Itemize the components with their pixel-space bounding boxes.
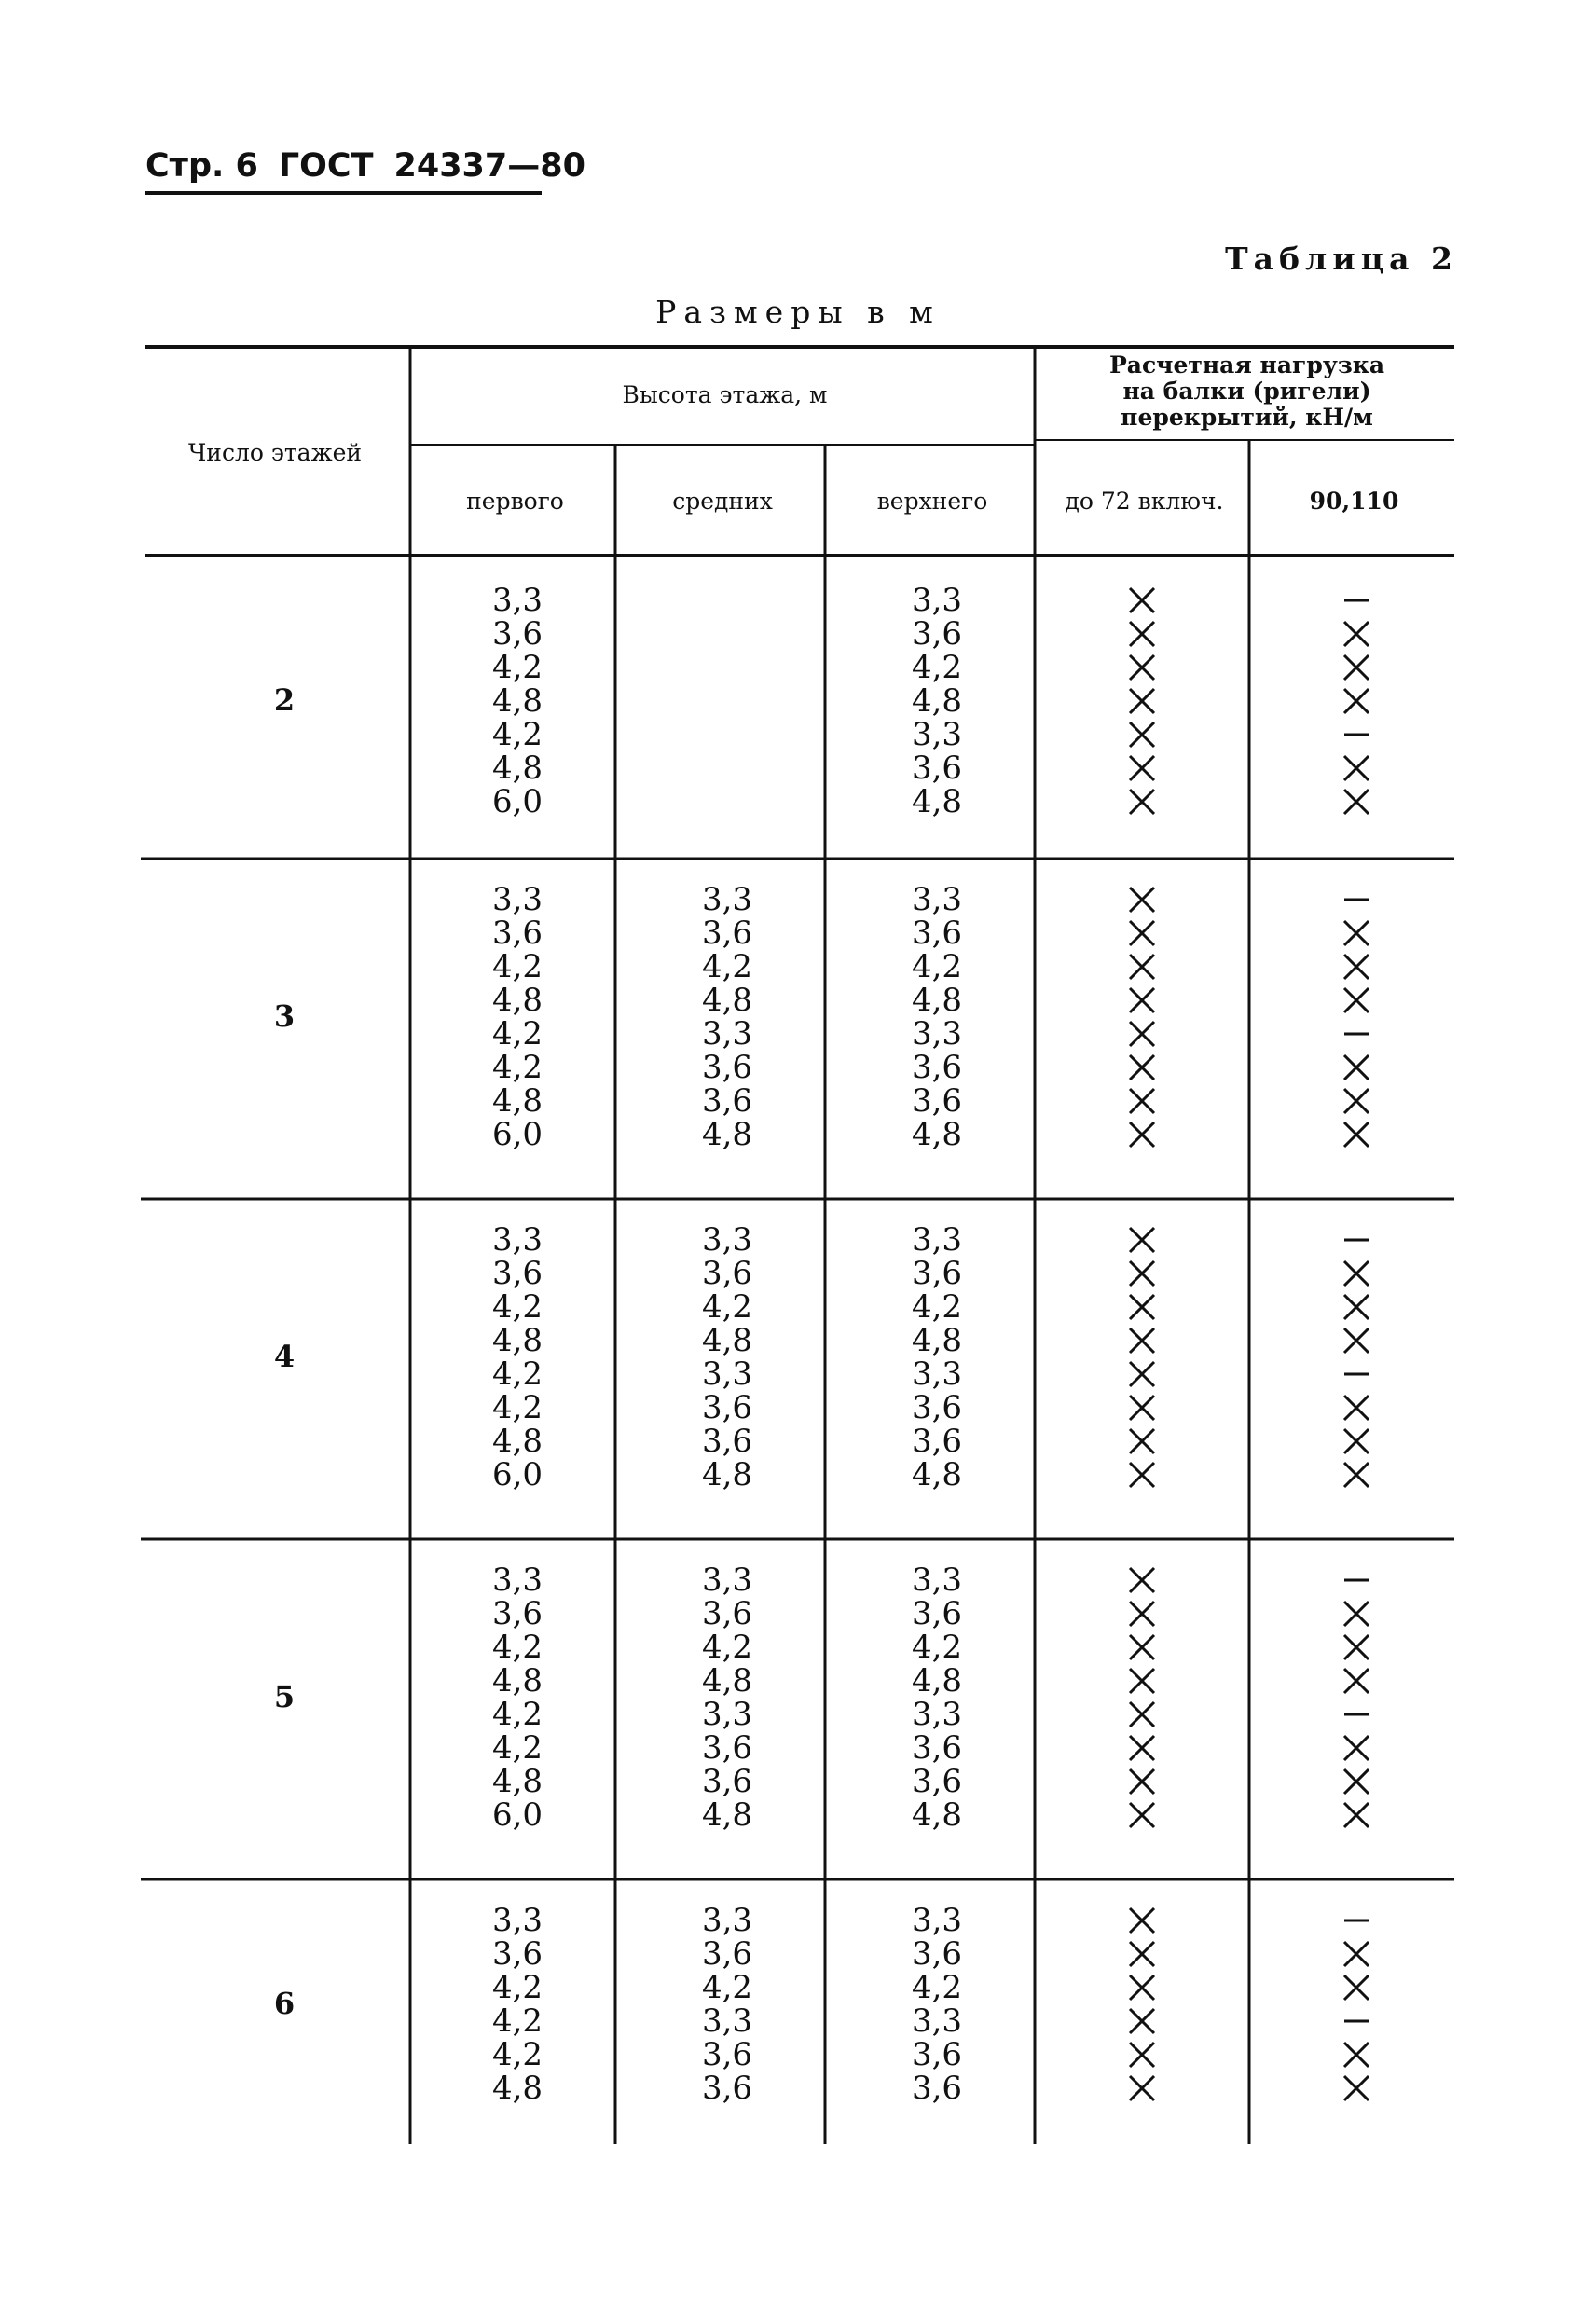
cell-value: 4,8 xyxy=(911,1322,963,1359)
cross-mark-icon xyxy=(1341,1119,1372,1150)
mark-cell xyxy=(1328,1563,1384,1597)
cross-mark-icon xyxy=(1341,1291,1372,1323)
mark-cell xyxy=(1114,1731,1170,1765)
cell-value: 4,8 xyxy=(701,1796,753,1834)
mark-cell xyxy=(1114,1391,1170,1424)
cell-value: 4,2 xyxy=(491,1696,543,1733)
cell-value: 3,3 xyxy=(911,881,963,918)
mark-cell xyxy=(1328,1257,1384,1290)
cell-value: 4,8 xyxy=(911,1456,963,1493)
cell-value: 4,2 xyxy=(701,1969,753,2006)
cross-mark-icon xyxy=(1341,685,1372,717)
mark-cell xyxy=(1328,1458,1384,1492)
cross-mark-icon xyxy=(1341,1665,1372,1697)
cross-mark-icon xyxy=(1126,1258,1158,1289)
cross-mark-icon xyxy=(1341,1325,1372,1356)
cell-value: 3,3 xyxy=(491,1221,543,1259)
mark-cell xyxy=(1328,1937,1384,1971)
mark-cell xyxy=(1328,718,1384,751)
cell-value: 4,2 xyxy=(491,716,543,753)
cell-value: 4,2 xyxy=(491,2002,543,2040)
cell-value: 6,0 xyxy=(491,1116,543,1153)
cross-mark-icon xyxy=(1126,1699,1158,1730)
header-floors: Число этажей xyxy=(187,439,363,466)
cell-value: 3,3 xyxy=(911,1562,963,1599)
cell-value: 4,2 xyxy=(701,1288,753,1326)
cell-value: 6,0 xyxy=(491,783,543,820)
cell-value: 3,6 xyxy=(701,2070,753,2107)
header-first: первого xyxy=(466,488,564,515)
header-floor-height: Высота этажа, м xyxy=(622,381,828,408)
mark-cell xyxy=(1114,2071,1170,2105)
cross-mark-icon xyxy=(1126,1052,1158,1083)
cell-value: 4,8 xyxy=(491,1322,543,1359)
column-load-72 xyxy=(1114,1563,1170,1832)
cross-mark-icon xyxy=(1126,685,1158,717)
mark-cell xyxy=(1328,684,1384,718)
cell-value: 4,2 xyxy=(491,1356,543,1393)
cell-value: 3,3 xyxy=(701,1902,753,1939)
mark-cell xyxy=(1328,1731,1384,1765)
cross-mark-icon xyxy=(1126,1598,1158,1630)
cell-value: 3,3 xyxy=(491,881,543,918)
mark-cell xyxy=(1114,1357,1170,1391)
cell-value: 4,8 xyxy=(701,982,753,1019)
mark-cell xyxy=(1114,916,1170,950)
cell-value: 4,2 xyxy=(491,1288,543,1326)
cell-value: 3,6 xyxy=(701,915,753,952)
cross-mark-icon xyxy=(1126,1564,1158,1596)
header-top: верхнего xyxy=(876,488,988,515)
cell-value: 3,3 xyxy=(911,1902,963,1939)
floors-count: 5 xyxy=(273,1679,296,1714)
cell-value: 3,3 xyxy=(911,716,963,753)
cross-mark-icon xyxy=(1126,786,1158,818)
page-number: Стр. 6 xyxy=(145,147,258,185)
cross-mark-icon xyxy=(1126,585,1158,616)
cell-value: 4,2 xyxy=(911,948,963,985)
mark-cell xyxy=(1114,1118,1170,1151)
column-first xyxy=(461,1563,573,1832)
mark-cell xyxy=(1328,1765,1384,1798)
cell-value: 3,6 xyxy=(701,1729,753,1767)
cell-value: 4,8 xyxy=(701,1322,753,1359)
cell-value: 4,2 xyxy=(491,1629,543,1666)
mark-cell xyxy=(1328,1424,1384,1458)
mark-cell xyxy=(1114,2038,1170,2071)
mark-cell xyxy=(1114,984,1170,1017)
cross-mark-icon xyxy=(1341,2039,1372,2071)
cell-value: 3,6 xyxy=(491,1935,543,1973)
mark-cell xyxy=(1114,1051,1170,1084)
column-load-72 xyxy=(1114,1904,1170,2105)
cross-mark-icon xyxy=(1341,752,1372,784)
cross-mark-icon xyxy=(1126,1358,1158,1390)
cell-value: 4,8 xyxy=(491,982,543,1019)
mark-cell xyxy=(1328,883,1384,916)
cell-value: 3,3 xyxy=(701,881,753,918)
cross-mark-icon xyxy=(1341,1392,1372,1424)
mark-cell xyxy=(1328,1017,1384,1051)
cross-mark-icon xyxy=(1126,1665,1158,1697)
mark-cell xyxy=(1114,718,1170,751)
cell-value: 4,8 xyxy=(911,783,963,820)
cell-value: 3,6 xyxy=(911,1595,963,1632)
mark-cell xyxy=(1114,1664,1170,1698)
mark-cell xyxy=(1328,1084,1384,1118)
cell-value: 4,8 xyxy=(911,1116,963,1153)
mark-cell xyxy=(1328,617,1384,651)
cell-value: 3,6 xyxy=(491,1255,543,1292)
mark-cell xyxy=(1114,1017,1170,1051)
cross-mark-icon xyxy=(1126,1766,1158,1797)
mark-cell xyxy=(1328,1391,1384,1424)
cell-value: 3,3 xyxy=(701,1696,753,1733)
cross-mark-icon xyxy=(1126,1905,1158,1936)
cross-mark-icon xyxy=(1341,984,1372,1016)
header-load-line3: перекрытий, кН/м xyxy=(1121,404,1373,431)
mark-cell xyxy=(1114,1424,1170,1458)
mark-cell xyxy=(1114,1798,1170,1832)
cross-mark-icon xyxy=(1126,752,1158,784)
cell-value: 3,3 xyxy=(911,1015,963,1053)
cross-mark-icon xyxy=(1126,1291,1158,1323)
cell-value: 3,6 xyxy=(701,1595,753,1632)
floors-count: 3 xyxy=(273,998,296,1034)
cross-mark-icon xyxy=(1341,1732,1372,1764)
mark-cell xyxy=(1114,1597,1170,1631)
cell-value: 3,6 xyxy=(911,1729,963,1767)
mark-cell xyxy=(1328,584,1384,617)
cross-mark-icon xyxy=(1126,1224,1158,1256)
cell-value: 3,6 xyxy=(491,615,543,653)
cell-value: 6,0 xyxy=(491,1796,543,1834)
cross-mark-icon xyxy=(1341,1799,1372,1831)
cell-value: 3,6 xyxy=(911,1935,963,1973)
cell-value: 4,8 xyxy=(701,1116,753,1153)
dash-mark-icon xyxy=(1341,1564,1372,1596)
header-load-line2: на балки (ригели) xyxy=(1122,378,1371,405)
mark-cell xyxy=(1328,2071,1384,2105)
mark-cell xyxy=(1328,785,1384,819)
cell-value: 3,6 xyxy=(911,915,963,952)
cross-mark-icon xyxy=(1341,1425,1372,1457)
cross-mark-icon xyxy=(1341,1258,1372,1289)
header-load-line1: Расчетная нагрузка xyxy=(1108,351,1385,378)
mark-cell xyxy=(1114,1765,1170,1798)
cross-mark-icon xyxy=(1341,1052,1372,1083)
mark-cell xyxy=(1114,751,1170,785)
cell-value: 3,6 xyxy=(701,1389,753,1426)
cell-value: 4,2 xyxy=(911,1288,963,1326)
cross-mark-icon xyxy=(1341,1631,1372,1663)
mark-cell xyxy=(1328,2038,1384,2071)
cell-value: 4,8 xyxy=(491,2070,543,2107)
column-top xyxy=(881,1904,993,2105)
cell-value: 4,2 xyxy=(491,649,543,686)
cell-value: 3,6 xyxy=(911,1423,963,1460)
cell-value: 3,6 xyxy=(911,615,963,653)
floors-count: 2 xyxy=(273,682,296,718)
cell-value: 4,8 xyxy=(911,982,963,1019)
cross-mark-icon xyxy=(1341,1459,1372,1491)
column-load-90-110 xyxy=(1328,584,1384,819)
cell-value: 4,2 xyxy=(491,1015,543,1053)
mark-cell xyxy=(1328,1971,1384,2004)
cross-mark-icon xyxy=(1126,652,1158,683)
cell-value: 3,3 xyxy=(701,1015,753,1053)
cell-value: 3,3 xyxy=(701,1562,753,1599)
mark-cell xyxy=(1328,950,1384,984)
cross-mark-icon xyxy=(1126,1799,1158,1831)
dash-mark-icon xyxy=(1341,1018,1372,1050)
cross-mark-icon xyxy=(1126,2039,1158,2071)
mark-cell xyxy=(1114,617,1170,651)
dash-mark-icon xyxy=(1341,2005,1372,2037)
cell-value: 3,6 xyxy=(701,1935,753,1973)
cell-value: 3,6 xyxy=(911,1049,963,1086)
dash-mark-icon xyxy=(1341,1358,1372,1390)
cross-mark-icon xyxy=(1126,1972,1158,2003)
cell-value: 4,8 xyxy=(911,682,963,720)
mark-cell xyxy=(1114,584,1170,617)
column-middle xyxy=(671,1904,783,2105)
column-load-90-110 xyxy=(1328,1904,1384,2105)
cross-mark-icon xyxy=(1126,1392,1158,1424)
mark-cell xyxy=(1328,1324,1384,1357)
cross-mark-icon xyxy=(1126,1631,1158,1663)
mark-cell xyxy=(1328,1904,1384,1937)
column-load-90-110 xyxy=(1328,1223,1384,1492)
cross-mark-icon xyxy=(1341,951,1372,983)
dash-mark-icon xyxy=(1341,585,1372,616)
cell-value: 4,2 xyxy=(491,1389,543,1426)
cell-value: 3,6 xyxy=(701,1423,753,1460)
cell-value: 4,8 xyxy=(491,1662,543,1700)
cross-mark-icon xyxy=(1341,1972,1372,2003)
cell-value: 3,3 xyxy=(911,1221,963,1259)
mark-cell xyxy=(1114,1223,1170,1257)
column-load-72 xyxy=(1114,883,1170,1151)
cell-value: 4,8 xyxy=(491,1763,543,1800)
cell-value: 4,2 xyxy=(701,948,753,985)
mark-cell xyxy=(1114,1698,1170,1731)
cell-value: 6,0 xyxy=(491,1456,543,1493)
mark-cell xyxy=(1328,651,1384,684)
column-first xyxy=(461,883,573,1151)
mark-cell xyxy=(1328,1597,1384,1631)
cross-mark-icon xyxy=(1341,917,1372,949)
cross-mark-icon xyxy=(1126,2072,1158,2104)
mark-cell xyxy=(1114,785,1170,819)
column-middle xyxy=(671,1563,783,1832)
cell-value: 3,6 xyxy=(701,1255,753,1292)
cell-value: 3,6 xyxy=(911,2036,963,2073)
cross-mark-icon xyxy=(1126,1119,1158,1150)
cell-value: 4,8 xyxy=(491,682,543,720)
column-load-90-110 xyxy=(1328,1563,1384,1832)
mark-cell xyxy=(1114,1324,1170,1357)
column-first xyxy=(461,1223,573,1492)
cross-mark-icon xyxy=(1341,786,1372,818)
cell-value: 4,8 xyxy=(491,750,543,787)
header-middle: средних xyxy=(672,488,773,515)
mark-cell xyxy=(1114,651,1170,684)
cell-value: 4,8 xyxy=(701,1456,753,1493)
mark-cell xyxy=(1328,1798,1384,1832)
cell-value: 3,3 xyxy=(911,2002,963,2040)
column-load-90-110 xyxy=(1328,883,1384,1151)
mark-cell xyxy=(1114,1937,1170,1971)
mark-cell xyxy=(1328,1118,1384,1151)
cross-mark-icon xyxy=(1341,2072,1372,2104)
cell-value: 3,3 xyxy=(911,582,963,619)
mark-cell xyxy=(1114,1257,1170,1290)
cross-mark-icon xyxy=(1126,1325,1158,1356)
standard-number: 24337—80 xyxy=(393,147,585,185)
cell-value: 4,8 xyxy=(491,1423,543,1460)
cell-value: 4,2 xyxy=(491,948,543,985)
column-first xyxy=(461,1904,573,2105)
cross-mark-icon xyxy=(1341,652,1372,683)
cross-mark-icon xyxy=(1126,1459,1158,1491)
cell-value: 4,2 xyxy=(491,2036,543,2073)
column-load-72 xyxy=(1114,584,1170,819)
mark-cell xyxy=(1114,684,1170,718)
cell-value: 3,3 xyxy=(491,1902,543,1939)
floors-count: 4 xyxy=(273,1339,296,1374)
cross-mark-icon xyxy=(1126,917,1158,949)
standard-name: ГОСТ xyxy=(278,147,374,185)
dash-mark-icon xyxy=(1341,719,1372,750)
cross-mark-icon xyxy=(1126,618,1158,650)
cross-mark-icon xyxy=(1126,2005,1158,2037)
mark-cell xyxy=(1328,916,1384,950)
dash-mark-icon xyxy=(1341,1699,1372,1730)
mark-cell xyxy=(1114,2004,1170,2038)
column-middle xyxy=(671,883,783,1151)
header-load-col2: 90,110 xyxy=(1309,488,1399,515)
cell-value: 3,3 xyxy=(701,1221,753,1259)
cell-value: 4,2 xyxy=(491,1049,543,1086)
cross-mark-icon xyxy=(1126,1732,1158,1764)
cross-mark-icon xyxy=(1126,1085,1158,1117)
cross-mark-icon xyxy=(1126,1938,1158,1970)
mark-cell xyxy=(1328,1698,1384,1731)
mark-cell xyxy=(1114,1290,1170,1324)
mark-cell xyxy=(1328,1357,1384,1391)
cross-mark-icon xyxy=(1341,1766,1372,1797)
cell-value: 3,6 xyxy=(911,1763,963,1800)
cell-value: 3,6 xyxy=(911,1389,963,1426)
cell-value: 4,2 xyxy=(911,1629,963,1666)
cell-value: 4,8 xyxy=(911,1796,963,1834)
mark-cell xyxy=(1328,984,1384,1017)
cell-value: 3,6 xyxy=(911,1255,963,1292)
mark-cell xyxy=(1114,883,1170,916)
mark-cell xyxy=(1328,2004,1384,2038)
cross-mark-icon xyxy=(1126,1018,1158,1050)
mark-cell xyxy=(1328,751,1384,785)
cell-value: 3,6 xyxy=(491,1595,543,1632)
cell-value: 3,6 xyxy=(911,1082,963,1120)
cross-mark-icon xyxy=(1126,984,1158,1016)
cell-value: 4,2 xyxy=(911,1969,963,2006)
cell-value: 3,3 xyxy=(701,1356,753,1393)
column-middle xyxy=(671,1223,783,1492)
cell-value: 3,6 xyxy=(701,1049,753,1086)
cell-value: 3,6 xyxy=(701,2036,753,2073)
mark-cell xyxy=(1328,1223,1384,1257)
mark-cell xyxy=(1328,1051,1384,1084)
header-load-col1: до 72 включ. xyxy=(1065,488,1224,515)
cross-mark-icon xyxy=(1341,1598,1372,1630)
column-top xyxy=(881,883,993,1151)
dash-mark-icon xyxy=(1341,884,1372,915)
units-note: Размеры в м xyxy=(655,294,941,330)
cell-value: 4,8 xyxy=(491,1082,543,1120)
cross-mark-icon xyxy=(1126,884,1158,915)
cell-value: 3,3 xyxy=(491,1562,543,1599)
cell-value: 4,8 xyxy=(701,1662,753,1700)
mark-cell xyxy=(1114,1904,1170,1937)
cell-value: 3,6 xyxy=(911,750,963,787)
cross-mark-icon xyxy=(1126,719,1158,750)
cell-value: 3,3 xyxy=(491,582,543,619)
dash-mark-icon xyxy=(1341,1905,1372,1936)
cell-value: 3,3 xyxy=(701,2002,753,2040)
cross-mark-icon xyxy=(1341,1938,1372,1970)
mark-cell xyxy=(1114,1631,1170,1664)
cell-value: 3,6 xyxy=(911,2070,963,2107)
mark-cell xyxy=(1114,1458,1170,1492)
mark-cell xyxy=(1328,1290,1384,1324)
floors-count: 6 xyxy=(273,1986,296,2021)
cell-value: 4,2 xyxy=(491,1729,543,1767)
column-load-72 xyxy=(1114,1223,1170,1492)
cell-value: 4,2 xyxy=(491,1969,543,2006)
column-top xyxy=(881,584,993,819)
cell-value: 3,6 xyxy=(491,915,543,952)
mark-cell xyxy=(1328,1631,1384,1664)
cross-mark-icon xyxy=(1126,951,1158,983)
mark-cell xyxy=(1114,1971,1170,2004)
dash-mark-icon xyxy=(1341,1224,1372,1256)
cell-value: 4,2 xyxy=(701,1629,753,1666)
cross-mark-icon xyxy=(1341,618,1372,650)
cell-value: 3,6 xyxy=(701,1763,753,1800)
cell-value: 3,6 xyxy=(701,1082,753,1120)
mark-cell xyxy=(1114,950,1170,984)
table-label: Таблица 2 xyxy=(1225,241,1458,277)
cell-value: 3,3 xyxy=(911,1356,963,1393)
cell-value: 4,2 xyxy=(911,649,963,686)
mark-cell xyxy=(1114,1563,1170,1597)
cross-mark-icon xyxy=(1126,1425,1158,1457)
mark-cell xyxy=(1328,1664,1384,1698)
cell-value: 3,3 xyxy=(911,1696,963,1733)
column-first xyxy=(461,584,573,819)
column-top xyxy=(881,1223,993,1492)
mark-cell xyxy=(1114,1084,1170,1118)
column-top xyxy=(881,1563,993,1832)
cross-mark-icon xyxy=(1341,1085,1372,1117)
cell-value: 4,8 xyxy=(911,1662,963,1700)
